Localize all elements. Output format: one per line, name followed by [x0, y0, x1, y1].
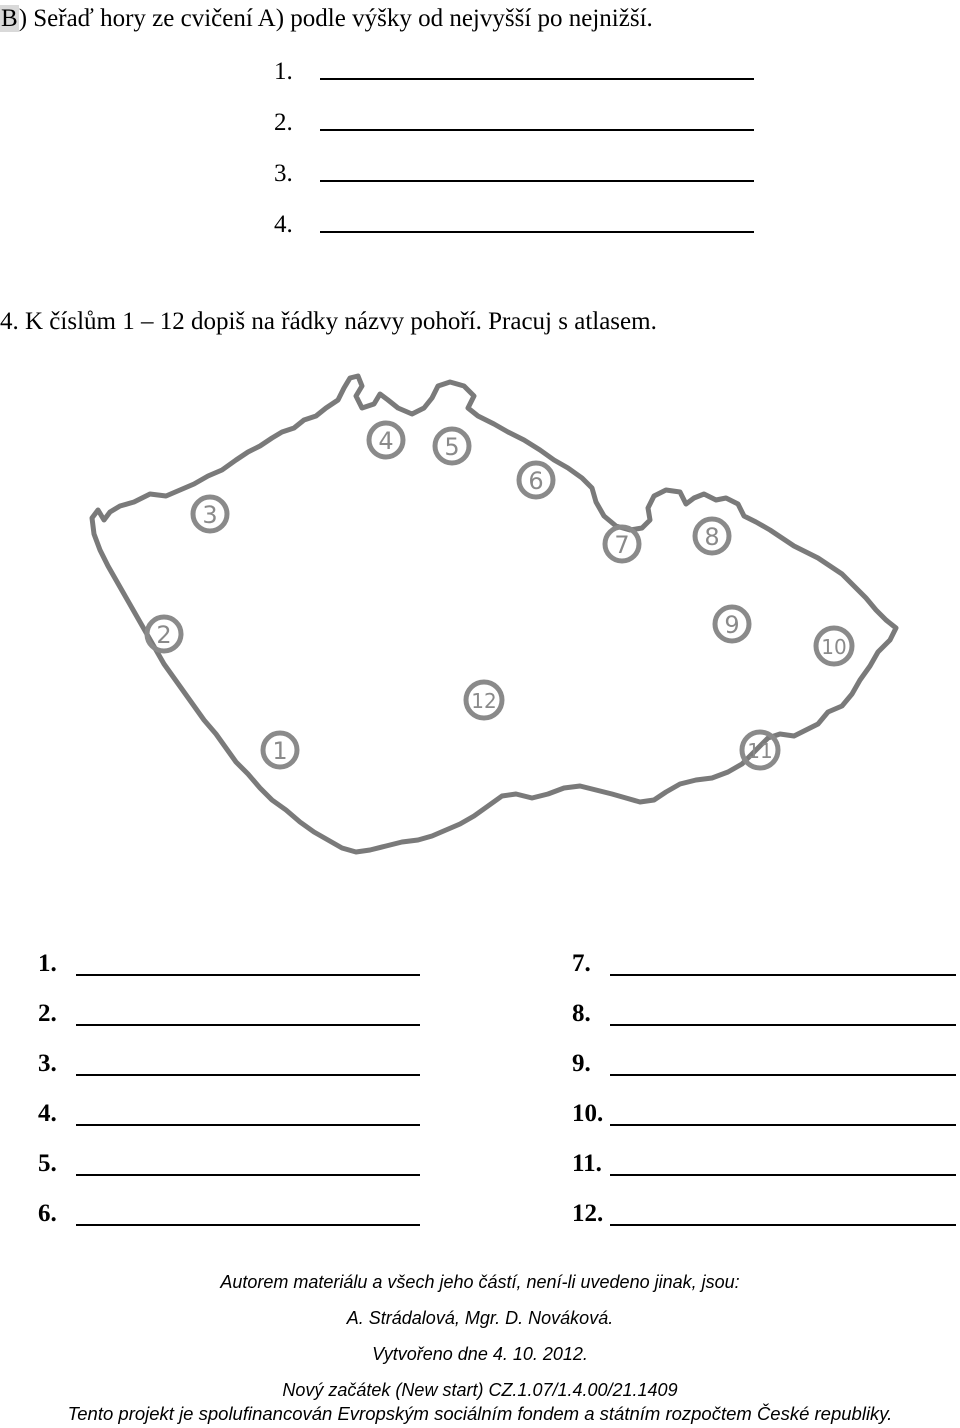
answer-number: 1.	[38, 950, 57, 977]
answer-number: 10.	[572, 1100, 604, 1127]
footer-authors: A. Strádalová, Mgr. D. Nováková.	[346, 1308, 614, 1328]
answer-line[interactable]	[76, 1024, 420, 1026]
answer-number: 12.	[572, 1200, 604, 1227]
ranking-answer-line[interactable]	[320, 180, 754, 182]
czech-republic-map	[76, 370, 906, 860]
answer-line[interactable]	[610, 1124, 956, 1126]
svg-text:2: 2	[156, 621, 172, 649]
answer-line[interactable]	[76, 974, 420, 976]
map-marker-9	[715, 607, 749, 641]
ranking-answer-line[interactable]	[320, 129, 754, 131]
answer-line[interactable]	[610, 974, 956, 976]
map-outline	[92, 376, 896, 852]
section-b-heading	[0, 4, 653, 34]
map-marker-6	[519, 463, 553, 497]
svg-text:12: 12	[471, 689, 497, 713]
answer-line[interactable]	[76, 1224, 420, 1226]
ranking-number: 1.	[274, 58, 293, 85]
footer-funding-note: Tento projekt je spolufinancován Evropským sociálním fondem a státním rozpočtem České republiky.	[67, 1403, 893, 1424]
answer-line[interactable]	[76, 1074, 420, 1076]
map-marker-3	[193, 497, 227, 531]
answer-number: 6.	[38, 1200, 57, 1227]
svg-text:1: 1	[272, 737, 288, 765]
svg-text:10: 10	[821, 635, 847, 659]
answer-number: 4.	[38, 1100, 57, 1127]
map-marker-1	[263, 733, 297, 767]
answer-line[interactable]	[610, 1224, 956, 1226]
answer-number: 3.	[38, 1050, 57, 1077]
footer-created-date: Vytvořeno dne 4. 10. 2012.	[372, 1344, 588, 1364]
map-marker-7	[605, 527, 639, 561]
map-marker-10	[816, 628, 852, 664]
svg-text:5: 5	[444, 433, 460, 461]
svg-text:8: 8	[704, 523, 720, 551]
answer-number: 8.	[572, 1000, 591, 1027]
footer-author-line: Autorem materiálu a všech jeho částí, není-li uvedeno jinak, jsou:	[220, 1272, 740, 1292]
task-4-instruction: 4. K číslům 1 – 12 dopiš na řádky názvy pohoří. Pracuj s atlasem.	[0, 308, 657, 335]
answer-line[interactable]	[610, 1024, 956, 1026]
svg-text:6: 6	[528, 467, 544, 495]
footer-project-id: Nový začátek (New start) CZ.1.07/1.4.00/21.1409	[282, 1380, 678, 1400]
answer-line[interactable]	[76, 1174, 420, 1176]
answer-line[interactable]	[76, 1124, 420, 1126]
map-marker-2	[147, 617, 181, 651]
map-marker-4	[369, 423, 403, 457]
map-marker-5	[435, 429, 469, 463]
svg-text:4: 4	[378, 427, 394, 455]
svg-text:3: 3	[202, 501, 218, 529]
answer-line[interactable]	[610, 1174, 956, 1176]
svg-text:11: 11	[747, 739, 773, 763]
answer-number: 5.	[38, 1150, 57, 1177]
ranking-number: 2.	[274, 109, 293, 136]
map-marker-12	[466, 682, 502, 718]
ranking-number: 3.	[274, 160, 293, 187]
svg-text:9: 9	[724, 611, 740, 639]
section-b-text: ) Seřaď hory ze cvičení A) podle výšky od nejvyšší po nejnižší.	[18, 5, 653, 32]
answer-number: 2.	[38, 1000, 57, 1027]
section-b-letter: B	[1, 5, 18, 32]
map-marker-8	[695, 519, 729, 553]
ranking-number: 4.	[274, 211, 293, 238]
answer-number: 11.	[572, 1150, 602, 1177]
answer-line[interactable]	[610, 1074, 956, 1076]
answer-number: 9.	[572, 1050, 591, 1077]
map-marker-11	[742, 732, 778, 768]
answer-number: 7.	[572, 950, 591, 977]
ranking-answer-line[interactable]	[320, 78, 754, 80]
svg-text:7: 7	[614, 531, 630, 559]
ranking-answer-line[interactable]	[320, 231, 754, 233]
